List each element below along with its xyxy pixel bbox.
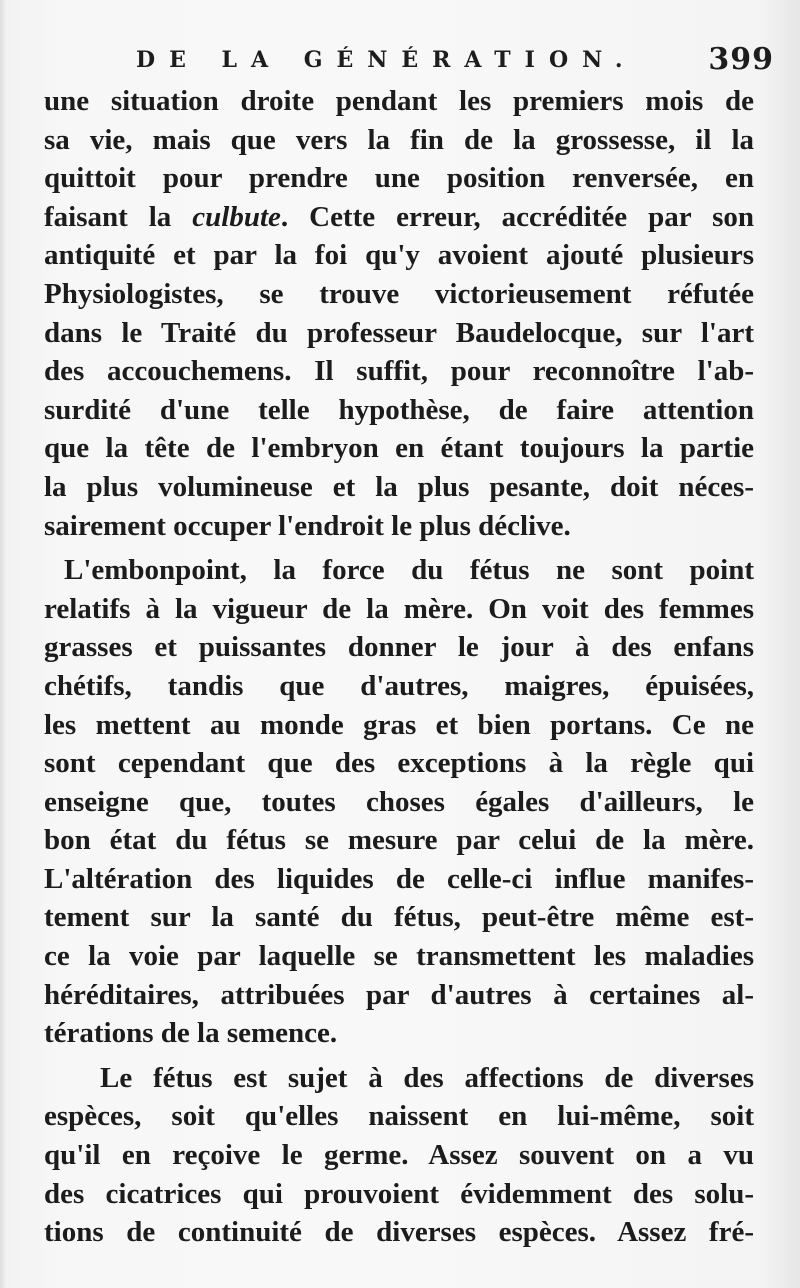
text-line: L'altération des liquides de celle-ci influe manifes- [44, 862, 754, 895]
page-number: 399 [708, 42, 774, 77]
text-line: tions de continuité de diverses espèces. Assez fré- [44, 1216, 754, 1249]
text-line: grasses et puissantes donner le jour à des enfans [44, 631, 754, 664]
text-line: enseigne que, toutes choses égales d'ailleurs, le [44, 785, 754, 818]
text-line: bon état du fétus se mesure par celui de la mère. [44, 824, 754, 857]
text-line: chétifs, tandis que d'autres, maigres, épuisées, [44, 669, 754, 702]
text-line: dans le Traité du professeur Baudelocque, sur l'art [44, 316, 754, 349]
text-line: sairement occuper l'endroit le plus déclive. [44, 509, 571, 542]
running-title: DE LA GÉNÉRATION. [136, 47, 637, 73]
text-line: ce la voie par laquelle se transmettent les maladies [44, 940, 754, 973]
paragraph [44, 82, 754, 545]
body-text [44, 82, 754, 1252]
text-line: espèces, soit qu'elles naissent en lui-même, soit [44, 1100, 754, 1133]
text-line [44, 198, 754, 237]
text-line: des cicatrices qui prouvoient évidemment des solu- [44, 1177, 754, 1210]
text-line: tement sur la santé du fétus, peut-être même est- [44, 901, 754, 934]
text-line: des accouchemens. Il suffit, pour reconnoître l'ab- [44, 355, 754, 388]
paragraph [44, 551, 754, 1053]
text-segment: . Cette erreur, accréditée par son [280, 200, 755, 233]
text-line: Physiologistes, se trouve victorieusement réfutée [44, 277, 754, 310]
text-line: sont cependant que des exceptions à la règle qui [44, 747, 754, 780]
text-line: qu'il en reçoive le germe. Assez souvent on a vu [44, 1139, 754, 1172]
text-line: L'embonpoint, la force du fétus ne sont point [64, 554, 754, 587]
text-line: une situation droite pendant les premiers mois de [44, 85, 754, 117]
text-line: térations de la semence. [44, 1017, 338, 1050]
text-line: sa vie, mais que vers la fin de la grossesse, il la [44, 123, 754, 156]
text-line: Le fétus est sujet à des affections de diverses [100, 1061, 754, 1094]
text-line: surdité d'une telle hypothèse, de faire attention [44, 393, 754, 426]
text-segment: faisant la [44, 200, 193, 233]
text-line: héréditaires, attribuées par d'autres à certaines al- [44, 978, 754, 1011]
text-line: relatifs à la vigueur de la mère. On voit des femmes [44, 592, 754, 625]
text-line: antiquité et par la foi qu'y avoient ajouté plusieurs [44, 239, 754, 272]
text-line: la plus volumineuse et la plus pesante, doit néces- [44, 470, 754, 503]
page-header [44, 42, 774, 82]
text-line: les mettent au monde gras et bien portans. Ce ne [44, 708, 754, 741]
italic-word: culbute [192, 200, 281, 233]
paragraph [44, 1059, 754, 1252]
text-line: quittoit pour prendre une position renversée, en [44, 162, 754, 195]
text-line: que la tête de l'embryon en étant toujours la partie [44, 432, 754, 465]
